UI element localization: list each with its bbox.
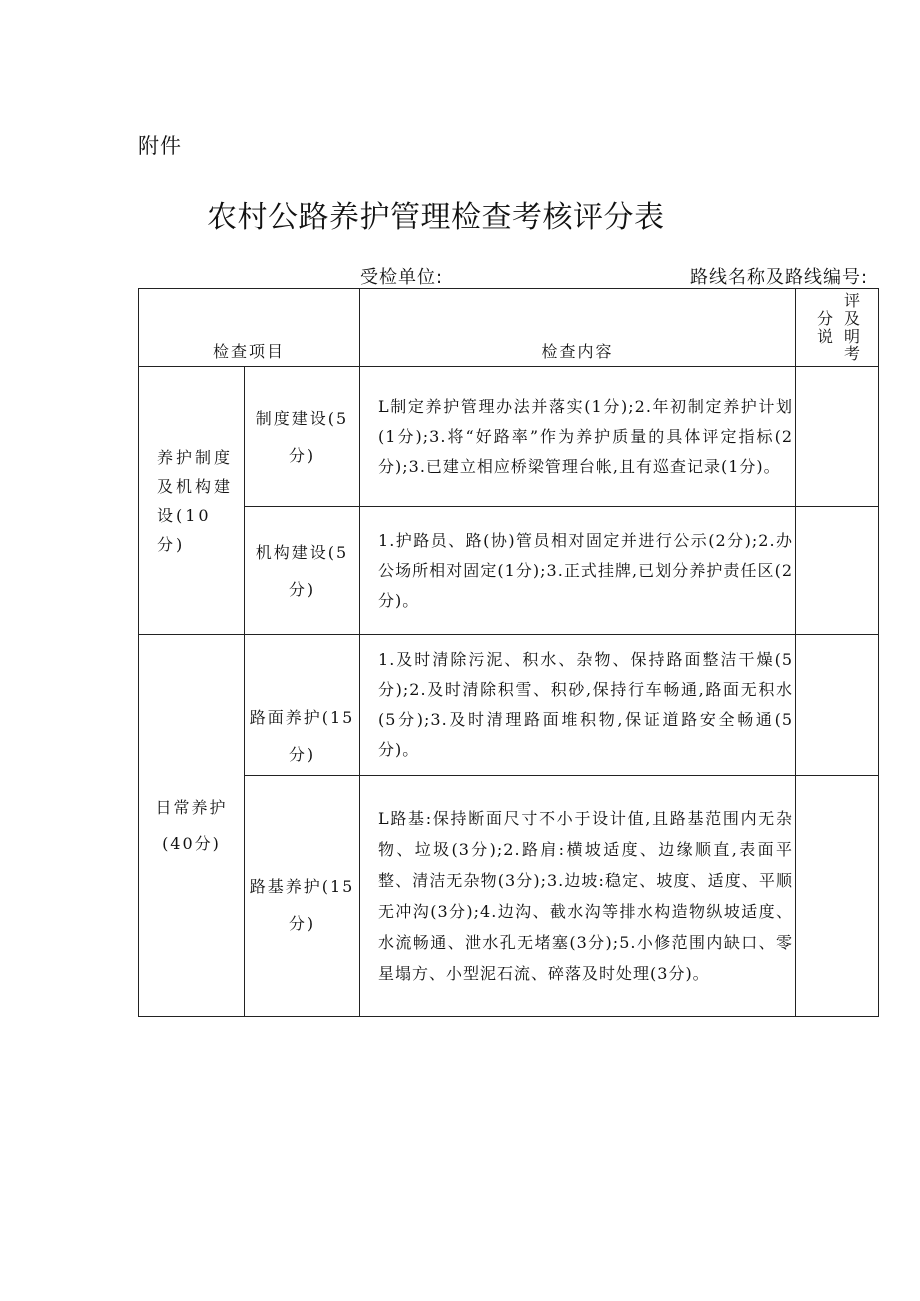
sub-item-organization-building: 机构建设(5分) bbox=[245, 507, 360, 635]
score-cell[interactable] bbox=[796, 367, 879, 507]
table-row bbox=[139, 776, 879, 1017]
sub-item-subgrade-maintenance: 路基养护(15分) bbox=[245, 776, 360, 1017]
header-score-char: 分 bbox=[817, 309, 834, 328]
score-table bbox=[138, 288, 879, 1017]
attachment-label: 附件 bbox=[138, 134, 182, 158]
score-cell[interactable] bbox=[796, 507, 879, 635]
header-score-char: 及 bbox=[844, 309, 861, 328]
table-row bbox=[139, 635, 879, 776]
header-score-char: 说 bbox=[817, 327, 834, 346]
content-organization-building: 1.护路员、路(协)管员相对固定并进行公示(2分);2.办公场所相对固定(1分);3.正式挂牌,已划分养护责任区(2分)。 bbox=[360, 507, 796, 635]
category-daily-maintenance: 日常养护(40分) bbox=[139, 635, 245, 1017]
category-maintenance-system: 养护制度及机构建设(10分) bbox=[139, 367, 245, 635]
table-row bbox=[139, 507, 879, 635]
header-score-char: 评 bbox=[844, 291, 861, 310]
sub-item-pavement-maintenance: 路面养护(15分) bbox=[245, 635, 360, 776]
route-name-label: 路线名称及路线编号: bbox=[690, 267, 869, 288]
score-cell[interactable] bbox=[796, 635, 879, 776]
header-check-content: 检查内容 bbox=[360, 289, 796, 367]
table-row bbox=[139, 367, 879, 507]
score-cell[interactable] bbox=[796, 776, 879, 1017]
table-header-row bbox=[139, 289, 879, 367]
content-pavement-maintenance: 1.及时清除污泥、积水、杂物、保持路面整洁干燥(5分);2.及时清除积雪、积砂,保持行车畅通,路面无积水(5分);3.及时清理路面堆积物,保证道路安全畅通(5分)。 bbox=[360, 635, 796, 776]
content-system-building: L制定养护管理办法并落实(1分);2.年初制定养护计划(1分);3.将“好路率”作为养护质量的具体评定指标(2分);3.已建立相应桥梁管理台帐,且有巡查记录(1分)。 bbox=[360, 367, 796, 507]
content-subgrade-maintenance: L路基:保持断面尺寸不小于设计值,且路基范围内无杂物、垃圾(3分);2.路肩:横坡适度、边缘顺直,表面平整、清洁无杂物(3分);3.边坡:稳定、坡度、适度、平顺无冲沟(3分);4.边沟、截水沟等排水构造物纵坡适度、水流畅通、泄水孔无堵塞(3分);5.小修范围内缺口、零星塌方、小型泥石流、碎落及时处理(3分)。 bbox=[360, 776, 796, 1017]
header-check-item: 检查项目 bbox=[139, 289, 360, 367]
header-score-char: 明 bbox=[844, 327, 861, 346]
header-score-char: 考 bbox=[844, 344, 861, 363]
inspected-unit-label: 受检单位: bbox=[360, 267, 444, 288]
sub-item-system-building: 制度建设(5分) bbox=[245, 367, 360, 507]
document-title: 农村公路养护管理检查考核评分表 bbox=[207, 200, 665, 235]
header-score-notes bbox=[796, 289, 879, 367]
